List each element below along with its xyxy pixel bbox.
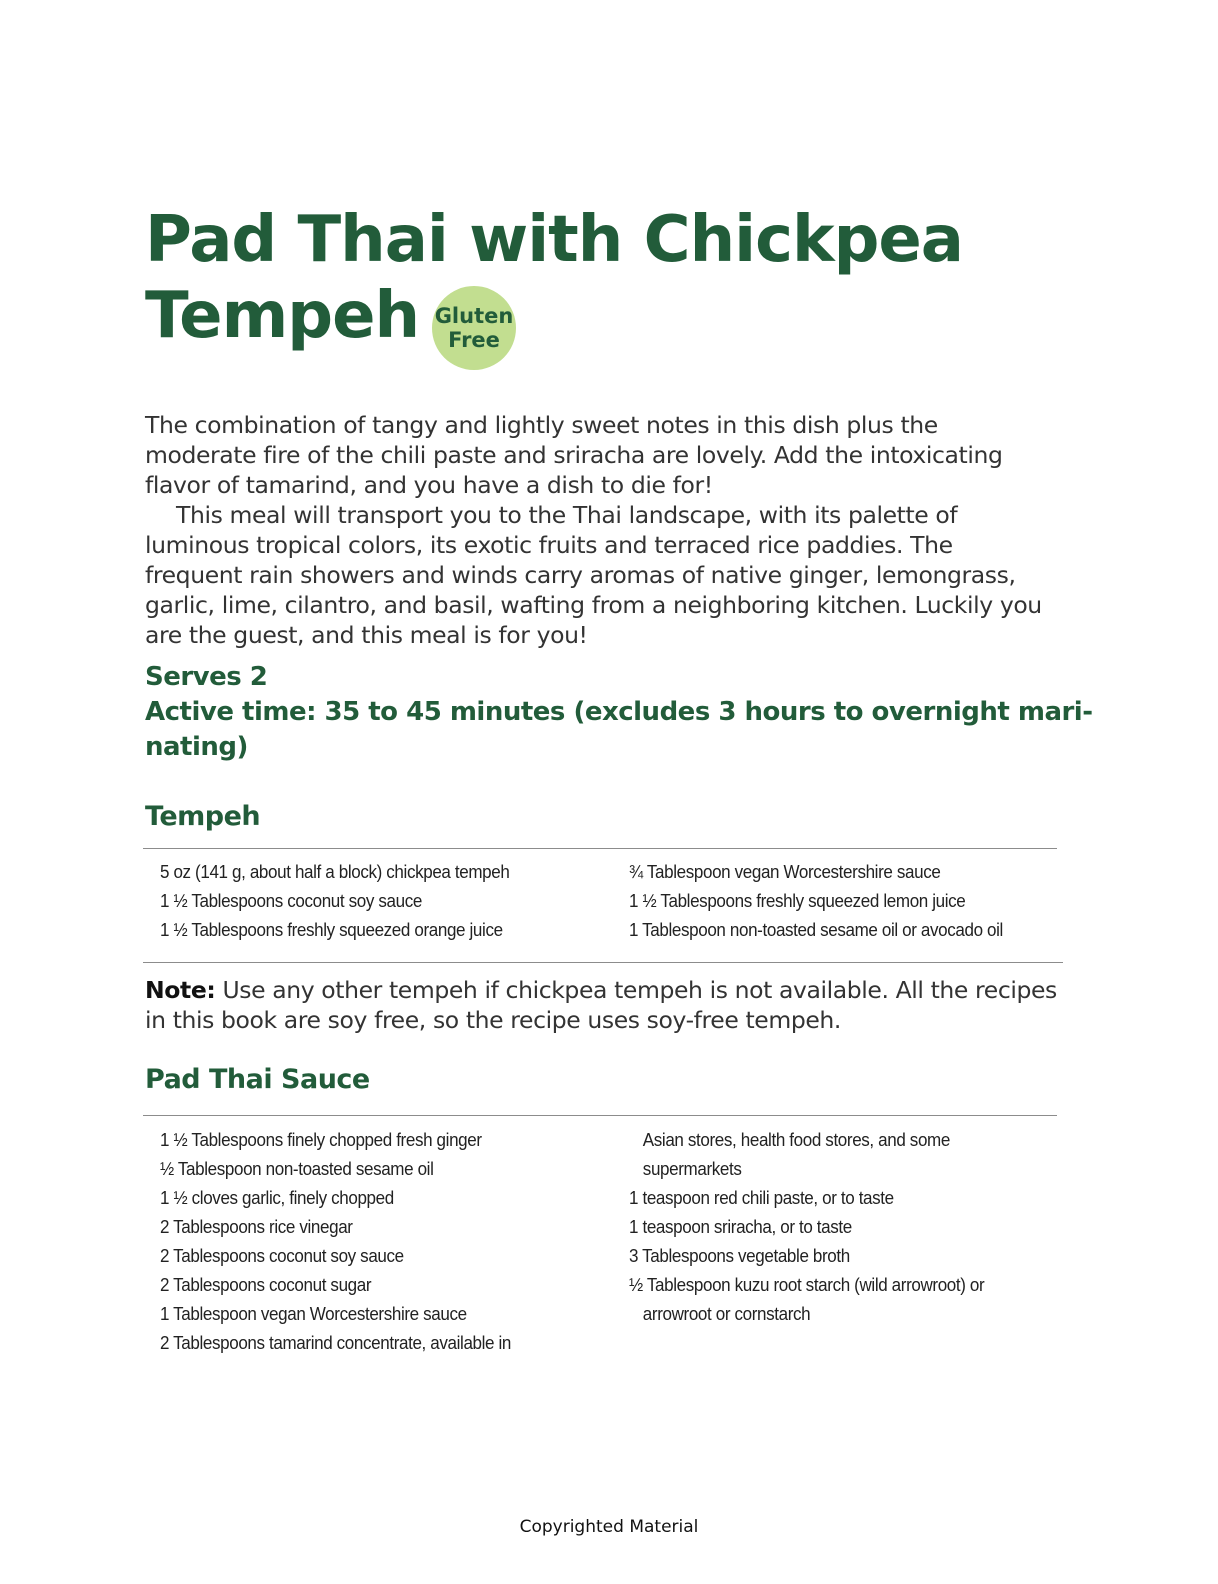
ingredient-item: 5 oz (141 g, about half a block) chickpea tempeh — [160, 861, 510, 882]
tempeh-ingredients-col-1 — [160, 857, 509, 944]
sauce-top-divider — [143, 1115, 1057, 1116]
ingredient-item-continued: supermarkets — [642, 1158, 742, 1179]
active-time-line-1: Active time: 35 to 45 minutes (excludes 3 hours to overnight mari- — [145, 697, 1093, 727]
ingredient-item: 1 ½ Tablespoons freshly squeezed lemon juice — [629, 890, 966, 911]
ingredient-item: 1 ½ Tablespoons coconut soy sauce — [160, 890, 422, 911]
ingredient-item: ½ Tablespoon kuzu root starch (wild arrowroot) or — [629, 1274, 985, 1295]
ingredient-item-continued: arrowroot or cornstarch — [642, 1303, 811, 1324]
sauce-heading: Pad Thai Sauce — [145, 1064, 370, 1095]
intro-paragraph-2: This meal will transport you to the Thai landscape, with its palette of luminous tropical colors, its exotic fruits and terraced rice paddies. The frequent rain showers and winds carry aromas of native ginger, lemongrass, garlic, lime, cilantro, and basil, wafting from a neighboring kitchen. Luckily you are the guest, and this meal is for you! — [145, 501, 1042, 649]
tempeh-bottom-divider — [143, 962, 1063, 963]
ingredient-item: 2 Tablespoons tamarind concentrate, available in — [160, 1332, 512, 1353]
intro-paragraph-1: The combination of tangy and lightly sweet notes in this dish plus the moderate fire of the chili paste and sriracha are lovely. Add the intoxicating flavor of tamarind, and you have a dish to die for! — [145, 411, 1003, 499]
ingredient-item: 1 teaspoon sriracha, or to taste — [629, 1216, 852, 1237]
active-time-line-2: nating) — [145, 732, 248, 762]
tempeh-top-divider — [143, 848, 1057, 849]
recipe-title — [145, 202, 963, 354]
tempeh-note — [145, 975, 1065, 1035]
sauce-ingredients-col-2 — [629, 1125, 984, 1328]
tempeh-heading: Tempeh — [145, 801, 261, 832]
ingredient-item: 1 teaspoon red chili paste, or to taste — [629, 1187, 894, 1208]
ingredient-item: 2 Tablespoons coconut soy sauce — [160, 1245, 404, 1266]
ingredient-item-continued: Asian stores, health food stores, and some — [642, 1129, 950, 1150]
serves-text: Serves 2 — [145, 662, 268, 692]
badge-line-1: Gluten — [434, 304, 514, 328]
note-label: Note: — [145, 976, 216, 1004]
ingredient-item: 3 Tablespoons vegetable broth — [629, 1245, 850, 1266]
tempeh-ingredients-col-2 — [629, 857, 1003, 944]
ingredient-item: 1 Tablespoon non-toasted sesame oil or avocado oil — [629, 919, 1003, 940]
recipe-title-line-2: Tempeh — [145, 279, 420, 353]
ingredient-item: 2 Tablespoons coconut sugar — [160, 1274, 372, 1295]
recipe-title-line-1: Pad Thai with Chickpea — [145, 203, 963, 277]
recipe-meta — [145, 660, 1093, 765]
ingredient-item: 1 ½ Tablespoons freshly squeezed orange juice — [160, 919, 503, 940]
sauce-ingredients-col-1 — [160, 1125, 511, 1357]
note-text: Use any other tempeh if chickpea tempeh is not available. All the recipes in this book are soy free, so the recipe uses soy-free tempeh. — [145, 976, 1057, 1034]
ingredient-item: ¾ Tablespoon vegan Worcestershire sauce — [629, 861, 941, 882]
ingredient-item: 1 ½ cloves garlic, finely chopped — [160, 1187, 394, 1208]
ingredient-item: ½ Tablespoon non-toasted sesame oil — [160, 1158, 434, 1179]
badge-line-2: Free — [448, 328, 500, 352]
gluten-free-badge — [432, 286, 516, 370]
copyright-footer: Copyrighted Material — [519, 1517, 699, 1537]
ingredient-item: 1 Tablespoon vegan Worcestershire sauce — [160, 1303, 467, 1324]
recipe-intro — [145, 410, 1055, 650]
ingredient-item: 1 ½ Tablespoons finely chopped fresh ginger — [160, 1129, 482, 1150]
ingredient-item: 2 Tablespoons rice vinegar — [160, 1216, 353, 1237]
